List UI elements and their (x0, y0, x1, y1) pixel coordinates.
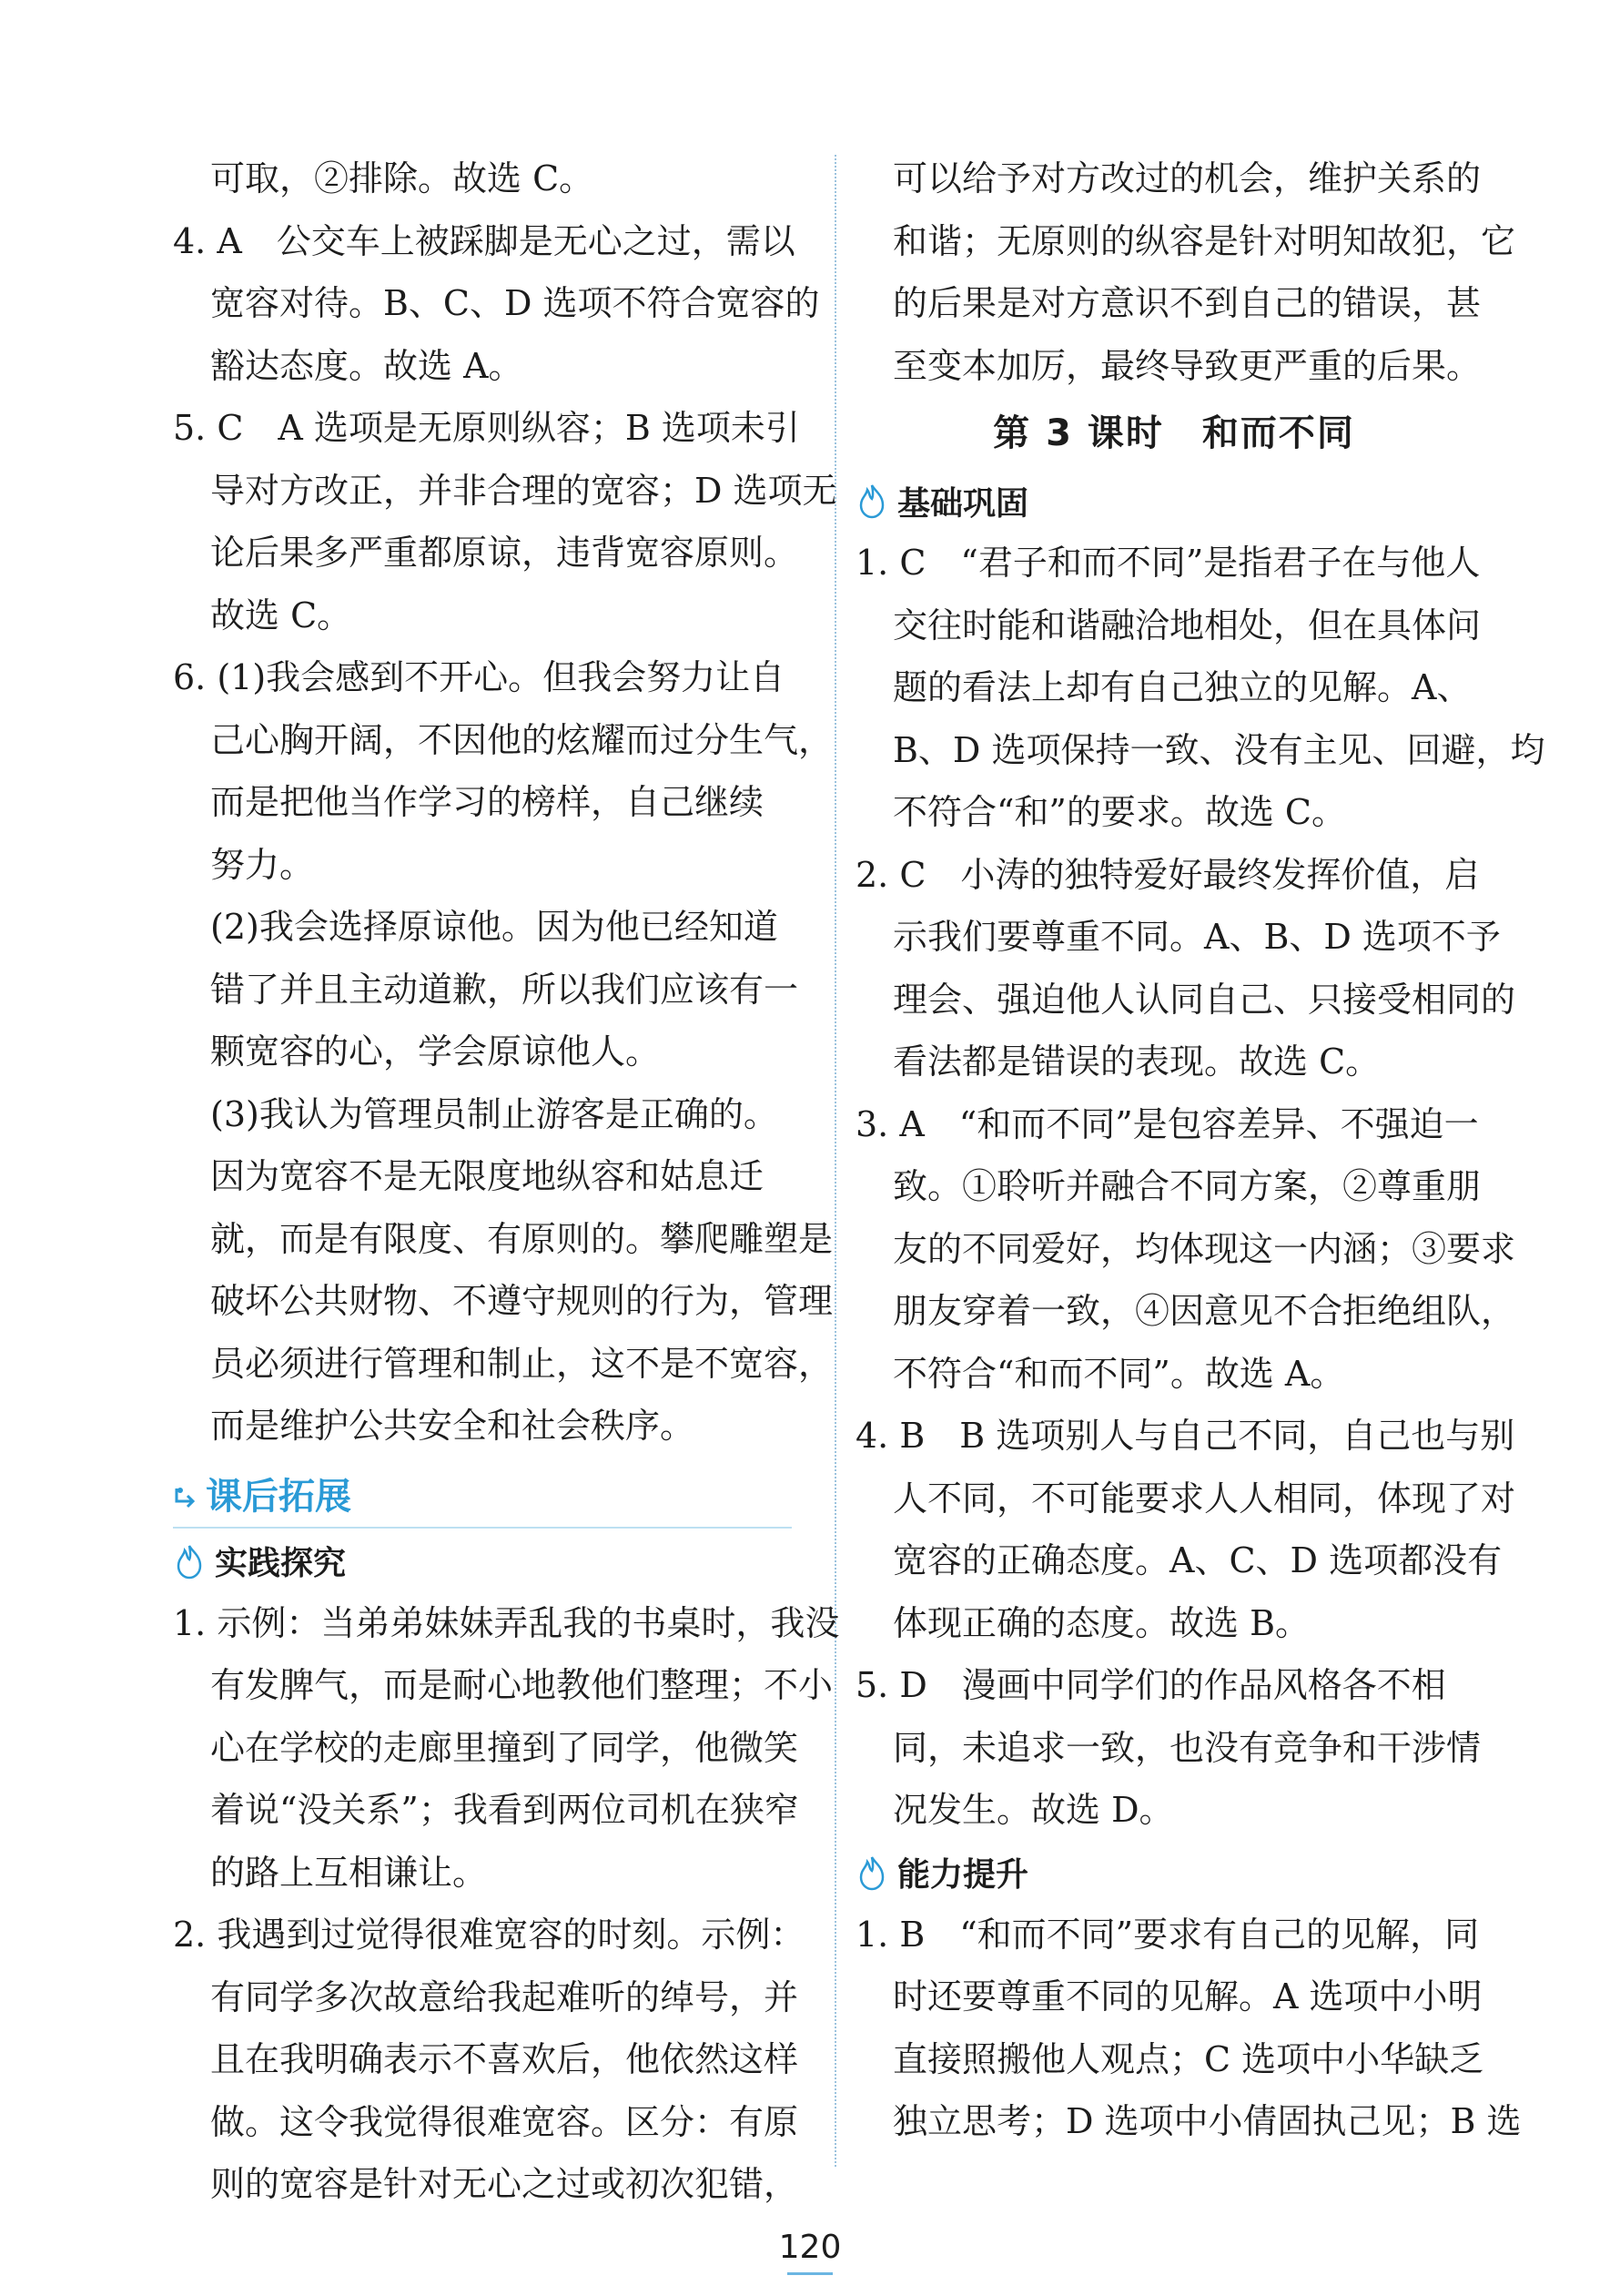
text-line: 友的不同爱好，均体现这一内涵；③要求 (893, 1228, 1516, 1269)
flame-icon (856, 483, 888, 519)
text-line: 努力。 (210, 844, 315, 885)
page-number: 120 (778, 2229, 842, 2266)
text-line: 错了并且主动道歉，所以我们应该有一 (210, 969, 799, 1010)
text-line: 4. A 公交车上被踩脚是无心之过，需以 (173, 220, 795, 261)
flame-icon (856, 1854, 888, 1891)
text-line: 而是把他当作学习的榜样，自己继续 (210, 782, 764, 822)
text-line: 的路上互相谦让。 (210, 1852, 488, 1893)
section-marker-icon (173, 1479, 200, 1509)
answer-6 (173, 646, 834, 1458)
text-line: 心在学校的走廊里撞到了同学，他微笑 (210, 1727, 799, 1768)
practice-answer-1 (173, 1592, 840, 1905)
text-line: 导对方改正，并非合理的宽容；D 选项无 (210, 470, 837, 511)
text-line: 看法都是错误的表现。故选 C。 (893, 1041, 1381, 1082)
answer-block-continuation (173, 147, 810, 210)
subsection-title: 实践探究 (215, 1545, 347, 1582)
right-column (856, 147, 1545, 2153)
lesson-title: 第 3 课时 和而不同 (993, 412, 1355, 454)
text-line: 示我们要尊重不同。A、B、D 选项不予 (893, 917, 1501, 957)
text-line: 宽容的正确态度。A、C、D 选项都没有 (893, 1540, 1503, 1580)
text-line: 独立思考；D 选项中小倩固执己见；B 选 (893, 2101, 1522, 2141)
text-line: 员必须进行管理和制止，这不是不宽容， (210, 1343, 834, 1384)
text-line: (2)我会选择原谅他。因为他已经知道 (210, 907, 778, 947)
ability-answer-1 (856, 1904, 1522, 2153)
text-line: 论后果多严重都原谅，违背宽容原则。 (210, 533, 799, 573)
section-heading (173, 1461, 792, 1529)
text-line: 1. B “和而不同”要求有自己的见解，同 (856, 1914, 1480, 1955)
text-line: 6. (1)我会感到不开心。但我会努力让自 (173, 657, 785, 697)
section-title: 课后拓展 (206, 1476, 351, 1518)
text-line: 直接照搬他人观点；C 选项中小华缺乏 (893, 2038, 1484, 2079)
page-number-underline (787, 2272, 833, 2275)
answer-4 (856, 1405, 1516, 1654)
text-line: 做。这令我觉得很难宽容。区分：有原 (210, 2101, 799, 2142)
answer-2 (856, 844, 1516, 1093)
text-line: 豁达态度。故选 A。 (210, 345, 523, 386)
text-line: 可取，②排除。故选 C。 (210, 158, 594, 198)
text-line: 至变本加厉，最终导致更严重的后果。 (893, 345, 1482, 386)
text-line: 5. C A 选项是无原则纵容；B 选项未引 (173, 408, 800, 448)
text-line: 1. 示例：当弟弟妹妹弄乱我的书桌时，我没 (173, 1602, 840, 1643)
subsection-title: 基础巩固 (897, 484, 1029, 523)
text-line: 颗宽容的心，学会原谅他人。 (210, 1031, 661, 1072)
subsection-heading (173, 1530, 810, 1592)
text-line: 时还要尊重不同的见解。A 选项中小明 (893, 1976, 1483, 2017)
text-line: 的后果是对方意识不到自己的错误，甚 (893, 283, 1482, 323)
answer-3 (856, 1093, 1516, 1406)
text-line: 而是维护公共安全和社会秩序。 (210, 1406, 695, 1446)
text-line: 有同学多次故意给我起难听的绰号，并 (210, 1976, 799, 2017)
text-line: 理会、强迫他人认同自己、只接受相同的 (893, 979, 1516, 1020)
text-line: 宽容对待。B、C、D 选项不符合宽容的 (210, 283, 820, 323)
text-line: 题的看法上却有自己独立的见解。A、 (893, 667, 1472, 707)
text-line: 朋友穿着一致，④因意见不合拒绝组队， (893, 1291, 1516, 1331)
text-line: 况发生。故选 D。 (893, 1790, 1174, 1830)
text-line: 且在我明确表示不喜欢后，他依然这样 (210, 2039, 799, 2079)
text-line: 着说“没关系”；我看到两位司机在狭窄 (210, 1790, 799, 1830)
text-line: 有发脾气，而是耐心地教他们整理；不小 (210, 1665, 834, 1705)
text-line: 可以给予对方改过的机会，维护关系的 (893, 158, 1482, 198)
text-line: 1. C “君子和而不同”是指君子在与他人 (856, 543, 1481, 583)
column-divider (835, 155, 836, 2167)
text-line: 和谐；无原则的纵容是针对明知故犯，它 (893, 220, 1516, 261)
answer-4 (173, 210, 820, 398)
text-line: 同，未追求一致，也没有竞争和干涉情 (893, 1727, 1482, 1768)
text-line: 就，而是有限度、有原则的。攀爬雕塑是 (210, 1218, 834, 1259)
answer-continuation (856, 147, 1516, 397)
text-line: (3)我认为管理员制止游客是正确的。 (210, 1093, 778, 1134)
text-line: 人不同，不可能要求人人相同，体现了对 (893, 1478, 1516, 1519)
text-line: 2. C 小涛的独特爱好最终发挥价值，启 (856, 854, 1480, 895)
text-line: 致。①聆听并融合不同方案，②尊重朋 (893, 1166, 1482, 1206)
text-line: 不符合“和而不同”。故选 A。 (893, 1353, 1345, 1394)
text-line: 5. D 漫画中同学们的作品风格各不相 (856, 1665, 1446, 1705)
text-line: 因为宽容不是无限度地纵容和姑息迁 (210, 1156, 764, 1196)
left-column (173, 147, 840, 2216)
text-line: 己心胸开阔，不因他的炫耀而过分生气， (210, 719, 834, 760)
text-line: 则的宽容是针对无心之过或初次犯错， (210, 2164, 799, 2204)
subsection-heading (856, 1842, 1493, 1904)
text-line: 2. 我遇到过觉得很难宽容的时刻。示例： (173, 1915, 805, 1955)
text-line: 4. B B 选项别人与自己不同，自己也与别 (856, 1416, 1515, 1456)
subsection-title: 能力提升 (897, 1856, 1029, 1894)
answer-5 (173, 397, 837, 646)
text-line: 交往时能和谐融洽地相处，但在具体问 (893, 604, 1482, 645)
flame-icon (173, 1543, 206, 1580)
text-line: 体现正确的态度。故选 B。 (893, 1602, 1311, 1643)
text-line: 不符合“和”的要求。故选 C。 (893, 792, 1347, 832)
answer-1 (856, 532, 1545, 844)
text-line: B、D 选项保持一致、没有主见、回避，均 (893, 729, 1545, 770)
text-line: 破坏公共财物、不遵守规则的行为，管理 (210, 1281, 834, 1321)
practice-answer-2 (173, 1904, 810, 2216)
text-line: 故选 C。 (210, 594, 352, 635)
answer-5 (856, 1654, 1493, 1842)
text-line: 3. A “和而不同”是包容差异、不强迫一 (856, 1103, 1479, 1144)
subsection-heading (856, 470, 1493, 532)
